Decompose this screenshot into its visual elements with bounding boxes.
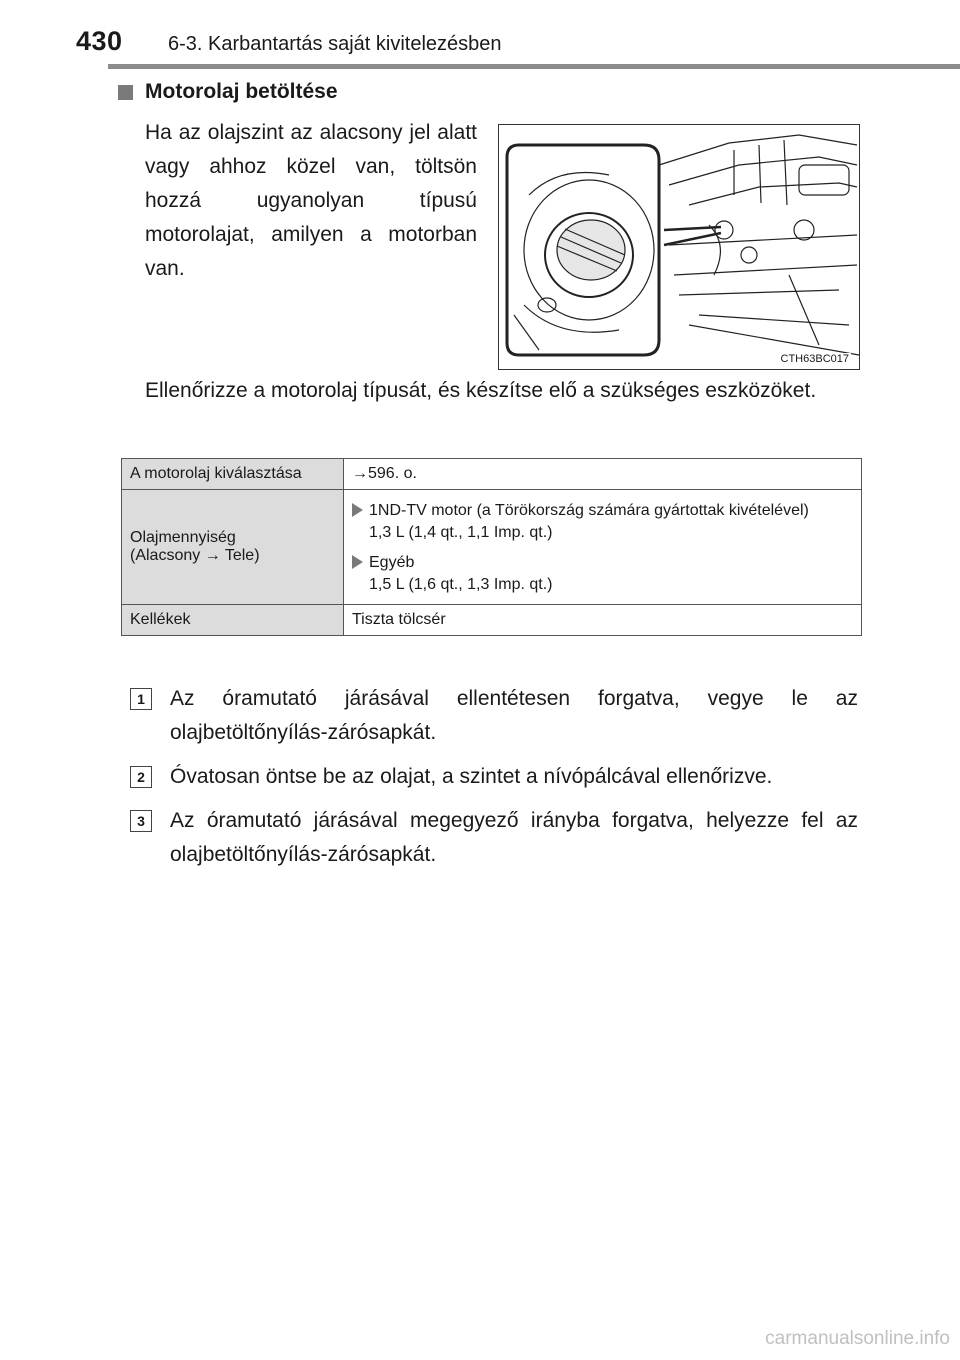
table-row bbox=[122, 459, 862, 490]
table-row bbox=[122, 490, 862, 605]
figure-code: CTH63BC017 bbox=[780, 353, 849, 365]
watermark: carmanualsonline.info bbox=[765, 1328, 950, 1349]
check-paragraph: Ellenőrizze a motorolaj típusát, és készítse elő a szükséges eszközöket. bbox=[145, 379, 817, 402]
table-label: Kellékek bbox=[122, 605, 344, 636]
table-value: Tiszta tölcsér bbox=[344, 605, 862, 636]
option-detail: 1,5 L (1,6 qt., 1,3 Imp. qt.) bbox=[369, 576, 553, 593]
triangle-bullet-icon bbox=[352, 555, 363, 569]
step-number: 3 bbox=[130, 810, 152, 832]
header-rule bbox=[108, 64, 960, 69]
step-item bbox=[130, 682, 858, 750]
intro-paragraph: Ha az olajszint az alacsony jel alatt vagy ahhoz közel van, töltsön hozzá ugyanolyan típusú motorolajat, amilyen a motorban van. bbox=[145, 121, 477, 280]
page-number: 430 bbox=[76, 26, 123, 56]
option-detail: 1,3 L (1,4 qt., 1,1 Imp. qt.) bbox=[369, 524, 553, 541]
heading-text: Motorolaj betöltése bbox=[145, 80, 338, 103]
table-value: →596. o. bbox=[344, 459, 862, 490]
step-number: 2 bbox=[130, 766, 152, 788]
table-row bbox=[122, 605, 862, 636]
step-item bbox=[130, 804, 858, 872]
label-line: Olajmennyiség bbox=[130, 529, 236, 546]
engine-illustration bbox=[498, 124, 860, 370]
step-text: Óvatosan öntse be az olajat, a szintet a nívópálcával ellenőrizve. bbox=[170, 765, 773, 788]
square-bullet-icon bbox=[118, 85, 133, 100]
table-value bbox=[344, 490, 862, 605]
page-header bbox=[0, 0, 960, 62]
step-text: Az óramutató járásával ellentétesen forgatva, vegye le az olajbetöltőnyílás-zárósapkát. bbox=[170, 687, 858, 744]
section-title: 6-3. Karbantartás saját kivitelezésben bbox=[168, 33, 502, 55]
section-heading bbox=[118, 80, 338, 104]
option-title: Egyéb bbox=[369, 554, 415, 571]
option-item bbox=[352, 552, 853, 596]
triangle-bullet-icon bbox=[352, 503, 363, 517]
step-number: 1 bbox=[130, 688, 152, 710]
step-list bbox=[130, 682, 858, 882]
step-item bbox=[130, 760, 858, 794]
engine-drawing bbox=[499, 125, 859, 369]
table-label: A motorolaj kiválasztása bbox=[122, 459, 344, 490]
table-label bbox=[122, 490, 344, 605]
label-line: (Alacsony → Tele) bbox=[130, 547, 260, 564]
step-text: Az óramutató járásával megegyező irányba forgatva, helyezze fel az olajbetöltőnyílás-zárósapkát. bbox=[170, 809, 858, 866]
oil-spec-table bbox=[121, 458, 862, 636]
option-title: 1ND-TV motor (a Törökország számára gyártottak kivételével) bbox=[369, 502, 809, 519]
option-item bbox=[352, 500, 853, 544]
